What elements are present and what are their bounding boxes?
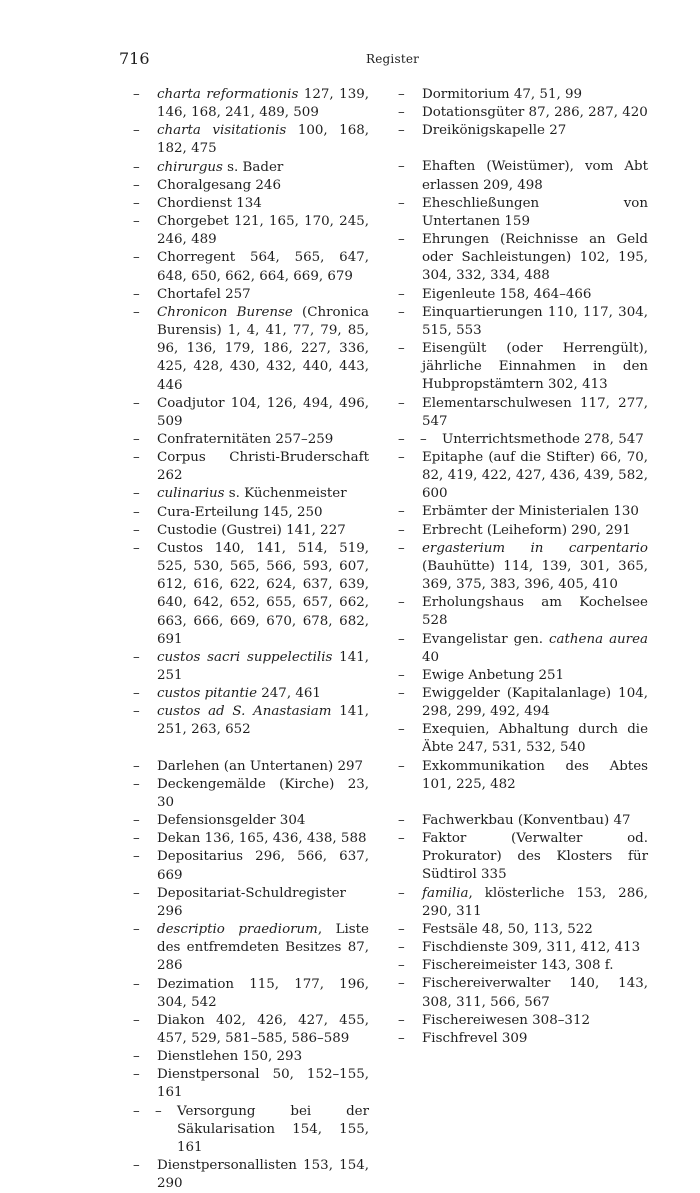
- entry-text: Fischereiverwalter 140, 143, 308, 311, 566, 567: [422, 976, 648, 1010]
- entry-dash: –: [398, 631, 405, 647]
- index-entry: [133, 159, 369, 177]
- entry-term: charta reformationis: [157, 87, 299, 102]
- entry-dash: –: [398, 885, 405, 901]
- entry-text: chirurgus s. Bader: [157, 159, 284, 175]
- entry-dash: –: [398, 522, 405, 538]
- entry-dash: –: [133, 1103, 140, 1119]
- entry-text: Diakon 402, 426, 427, 455, 457, 529, 581–585, 586–589: [157, 1012, 369, 1046]
- entry-dash: –: [398, 667, 405, 683]
- index-entry: [398, 975, 648, 1011]
- entry-dash: –: [398, 595, 405, 611]
- entry-dash: –: [398, 123, 405, 139]
- entry-dash: –: [133, 214, 140, 230]
- entry-dash: –: [133, 177, 140, 193]
- index-entry: [398, 340, 648, 394]
- entry-text: Exkommunikation des Abtes 101, 225, 482: [422, 758, 648, 792]
- index-entry: [133, 485, 369, 503]
- index-entry: [133, 1048, 369, 1066]
- entry-dash: –: [133, 540, 140, 556]
- index-entry: [398, 231, 648, 285]
- entry-text: Chorgebet 121, 165, 170, 245, 246, 489: [157, 214, 369, 248]
- entry-term: custos ad S. Anastasiam: [157, 704, 332, 720]
- entry-term: charta visitationis: [157, 123, 287, 139]
- index-entry: [133, 177, 369, 195]
- subentry-dash: –: [420, 431, 427, 447]
- index-entry: [133, 86, 369, 122]
- entry-dash: –: [133, 758, 140, 774]
- entry-text: Erbämter der Ministerialen 130: [422, 504, 639, 520]
- entry-text: Faktor (Verwalter od. Prokurator) des Klosters für Südtirol 335: [422, 831, 648, 883]
- entry-text: Einquartierungen 110, 117, 304, 515, 553: [422, 304, 648, 338]
- entry-text: Choralgesang 246: [157, 177, 281, 193]
- entry-text: Ewige Anbetung 251: [422, 667, 565, 683]
- entry-dash: –: [133, 304, 140, 320]
- index-entry: [398, 1012, 648, 1030]
- index-entry: [133, 195, 369, 213]
- entry-text: Coadjutor 104, 126, 494, 496, 509: [157, 395, 369, 429]
- entry-dash: –: [133, 649, 140, 665]
- entry-term: cathena aurea: [549, 631, 648, 647]
- entry-dash: –: [398, 431, 405, 447]
- index-entry: [133, 213, 369, 249]
- entry-dash: –: [398, 958, 405, 974]
- entry-dash: –: [133, 849, 140, 865]
- entry-dash: –: [133, 486, 140, 502]
- entry-text: Elementarschulwesen 117, 277, 547: [422, 395, 648, 429]
- entry-dash: –: [133, 1012, 140, 1028]
- entry-text: Depositariat-Schuldregister 296: [157, 885, 346, 919]
- index-entry: [398, 503, 648, 521]
- index-entry: [398, 522, 648, 540]
- entry-text: Dienstlehen 150, 293: [157, 1049, 303, 1065]
- entry-dash: –: [398, 449, 405, 465]
- index-entry: [398, 830, 648, 884]
- entry-dash: –: [133, 159, 140, 175]
- entry-text: charta visitationis 100, 168, 182, 475: [157, 123, 369, 157]
- entry-dash: –: [133, 87, 140, 102]
- entry-text: Ehrungen (Reichnisse an Geld oder Sachleistungen) 102, 195, 304, 332, 334, 488: [422, 232, 648, 284]
- index-entry: [398, 86, 648, 104]
- entry-dash: –: [398, 159, 405, 175]
- index-subentry: [398, 431, 648, 449]
- entry-dash: –: [133, 431, 140, 447]
- entry-text: Chronicon Burense (Chronica Burensis) 1, 4, 41, 77, 79, 85, 96, 136, 179, 186, 227, 336, 425, 428, 430, 432, 440, 443, 446: [157, 304, 369, 393]
- index-entry: [398, 1030, 648, 1048]
- index-entry: [133, 522, 369, 540]
- index-entry: [398, 921, 648, 939]
- entry-text: Dormitorium 47, 51, 99: [422, 87, 583, 102]
- entry-text: descriptio praediorum, Liste des entfremdeten Besitzes 87, 286: [157, 922, 369, 974]
- entry-term: Chronicon Burense: [157, 304, 293, 320]
- entry-text: ergasterium in carpentario (Bauhütte) 114, 139, 301, 365, 369, 375, 383, 396, 405, 410: [422, 540, 648, 593]
- index-entry: [398, 685, 648, 721]
- entry-dash: –: [398, 304, 405, 320]
- entry-dash: –: [398, 341, 405, 357]
- index-entry: [133, 449, 369, 485]
- index-entry: [133, 1066, 369, 1102]
- index-entry: [398, 758, 648, 794]
- entry-text: Dienstpersonal 50, 152–155, 161: [157, 1067, 369, 1101]
- entry-text: Corpus Christi-Bruderschaft 262: [157, 450, 369, 484]
- entry-term: ergasterium in carpentario: [422, 540, 648, 556]
- index-entry: [398, 939, 648, 957]
- entry-dash: –: [398, 540, 405, 556]
- entry-dash: –: [133, 123, 140, 139]
- entry-text: Fachwerkbau (Konventbau) 47: [422, 812, 631, 828]
- entry-dash: –: [398, 831, 405, 847]
- entry-dash: –: [398, 504, 405, 520]
- entry-term: custos pitantie: [157, 686, 257, 702]
- index-entry: [133, 703, 369, 739]
- entry-dash: –: [133, 831, 140, 847]
- entry-dash: –: [133, 885, 140, 901]
- index-entry: [133, 286, 369, 304]
- index-entry: [398, 812, 648, 830]
- index-entry: [133, 431, 369, 449]
- entry-dash: –: [133, 1158, 140, 1174]
- entry-term: custos sacri suppelectilis: [157, 649, 333, 665]
- entry-text: Versorgung bei der Säkularisation 154, 155, 161: [177, 1103, 369, 1155]
- index-entry: [133, 395, 369, 431]
- entry-dash: –: [133, 813, 140, 829]
- index-entry: [398, 957, 648, 975]
- entry-text: Dekan 136, 165, 436, 438, 588: [157, 831, 367, 847]
- entry-dash: –: [133, 976, 140, 992]
- index-entry: [133, 540, 369, 649]
- entry-dash: –: [133, 1067, 140, 1083]
- index-entry: [398, 594, 648, 630]
- entry-text: Festsäle 48, 50, 113, 522: [422, 921, 593, 937]
- index-entry: [398, 721, 648, 757]
- index-column-left: [133, 86, 369, 1193]
- entry-dash: –: [398, 812, 405, 828]
- entry-text: Epitaphe (auf die Stifter) 66, 70, 82, 419, 422, 427, 436, 439, 582, 600: [422, 449, 648, 502]
- entry-text: Eigenleute 158, 464–466: [422, 286, 592, 302]
- entry-text: charta reformationis 127, 139, 146, 168, 241, 489, 509: [157, 87, 369, 121]
- entry-text: familia, klösterliche 153, 286, 290, 311: [422, 885, 648, 919]
- entry-text: Cura-Erteilung 145, 250: [157, 504, 323, 520]
- entry-dash: –: [398, 232, 405, 248]
- entry-dash: –: [398, 1030, 405, 1046]
- entry-text: Eheschließungen von Untertanen 159: [422, 195, 648, 229]
- entry-dash: –: [133, 286, 140, 302]
- entry-text: Chordienst 134: [157, 195, 262, 211]
- entry-dash: –: [398, 195, 405, 211]
- entry-text: Fischdienste 309, 311, 412, 413: [422, 940, 641, 956]
- index-entry: [398, 304, 648, 340]
- entry-text: Dienstpersonallisten 153, 154, 290: [157, 1158, 369, 1192]
- index-entry: [133, 830, 369, 848]
- index-entry: [398, 286, 648, 304]
- entry-term: culinarius: [157, 486, 225, 502]
- index-column-right: [398, 86, 648, 1048]
- entry-dash: –: [398, 722, 405, 738]
- entry-term: descriptio praediorum: [157, 922, 318, 938]
- index-entry: [133, 921, 369, 975]
- index-entry: [133, 812, 369, 830]
- entry-text: Chorregent 564, 565, 647, 648, 650, 662, 664, 669, 679: [157, 250, 369, 284]
- entry-dash: –: [133, 450, 140, 466]
- entry-text: Erbrecht (Leiheform) 290, 291: [422, 522, 631, 538]
- index-entry: [133, 304, 369, 395]
- index-entry: [398, 885, 648, 921]
- index-entry: [398, 449, 648, 503]
- entry-text: custos pitantie 247, 461: [157, 686, 321, 702]
- index-entry: [398, 395, 648, 431]
- index-entry: [133, 758, 369, 776]
- entry-text: Unterrichtsmethode 278, 547: [442, 431, 644, 447]
- entry-dash: –: [398, 976, 405, 992]
- entry-dash: –: [133, 1049, 140, 1065]
- index-entry: [133, 976, 369, 1012]
- entry-text: Custos 140, 141, 514, 519, 525, 530, 565, 566, 593, 607, 612, 616, 622, 624, 637, 639, 640, 642, 652, 655, 657, 662, 663, 666, 669, 670, 678, 682, 691: [157, 540, 369, 647]
- index-entry: [133, 776, 369, 812]
- entry-text: Confraternitäten 257–259: [157, 431, 334, 447]
- entry-dash: –: [133, 195, 140, 211]
- index-entry: [398, 195, 648, 231]
- index-entry: [133, 504, 369, 522]
- entry-text: Defensionsgelder 304: [157, 813, 306, 829]
- entry-text: Eisengült (oder Herrengült), jährliche Einnahmen in den Hubpropstämtern 302, 413: [422, 341, 648, 393]
- entry-text: Custodie (Gustrei) 141, 227: [157, 522, 346, 538]
- entry-text: Ehaften (Weistümer), vom Abt erlassen 209, 498: [422, 159, 648, 193]
- entry-term: familia: [422, 885, 469, 901]
- entry-dash: –: [398, 286, 405, 302]
- entry-text: Fischereiwesen 308–312: [422, 1012, 590, 1028]
- entry-dash: –: [398, 395, 405, 411]
- index-entry: [398, 540, 648, 594]
- entry-text: Fischereimeister 143, 308 f.: [422, 958, 614, 974]
- index-entry: [133, 885, 369, 921]
- entry-term: chirurgus: [157, 159, 223, 175]
- index-entry: [133, 649, 369, 685]
- entry-text: Fischfrevel 309: [422, 1030, 528, 1046]
- entry-text: Chortafel 257: [157, 286, 251, 302]
- entry-dash: –: [398, 758, 405, 774]
- index-entry: [398, 104, 648, 122]
- entry-text: Evangelistar gen. cathena aurea 40: [422, 631, 648, 665]
- index-entry: [133, 249, 369, 285]
- index-entry: [133, 1012, 369, 1048]
- entry-dash: –: [133, 776, 140, 792]
- page-number: 716: [119, 49, 150, 68]
- entry-dash: –: [133, 522, 140, 538]
- entry-dash: –: [133, 704, 140, 720]
- entry-text: Dotationsgüter 87, 286, 287, 420: [422, 105, 648, 121]
- entry-dash: –: [133, 504, 140, 520]
- entry-dash: –: [133, 395, 140, 411]
- entry-text: Erholungshaus am Kochelsee 528: [422, 595, 648, 629]
- index-entry: [398, 631, 648, 667]
- entry-text: Dezimation 115, 177, 196, 304, 542: [157, 976, 369, 1010]
- entry-dash: –: [398, 87, 405, 102]
- entry-dash: –: [398, 921, 405, 937]
- index-entry: [133, 1157, 369, 1193]
- entry-dash: –: [133, 250, 140, 266]
- entry-text: Darlehen (an Untertanen) 297: [157, 758, 364, 774]
- entry-dash: –: [398, 105, 405, 121]
- index-subentry: [133, 1103, 369, 1157]
- entry-text: Dreikönigskapelle 27: [422, 123, 567, 139]
- index-entry: [133, 685, 369, 703]
- index-entry: [133, 848, 369, 884]
- index-entry: [398, 667, 648, 685]
- entry-text: Deckengemälde (Kirche) 23, 30: [157, 776, 369, 810]
- index-entry: [133, 122, 369, 158]
- running-title: Register: [366, 52, 420, 66]
- index-entry: [398, 122, 648, 140]
- entry-text: custos sacri suppelectilis 141, 251: [157, 649, 369, 683]
- entry-text: Depositarius 296, 566, 637, 669: [157, 849, 369, 883]
- entry-dash: –: [398, 686, 405, 701]
- subentry-dash: –: [155, 1103, 162, 1119]
- entry-text: custos ad S. Anastasiam 141, 251, 263, 652: [157, 704, 370, 738]
- entry-dash: –: [133, 686, 140, 702]
- entry-text: Exequien, Abhaltung durch die Äbte 247, 531, 532, 540: [422, 722, 648, 756]
- entry-dash: –: [398, 1012, 405, 1028]
- entry-text: Ewiggelder (Kapitalanlage) 104, 298, 299, 492, 494: [422, 686, 648, 720]
- entry-text: culinarius s. Küchenmeister: [157, 486, 347, 502]
- entry-dash: –: [133, 922, 140, 938]
- index-entry: [398, 158, 648, 194]
- entry-dash: –: [398, 940, 405, 956]
